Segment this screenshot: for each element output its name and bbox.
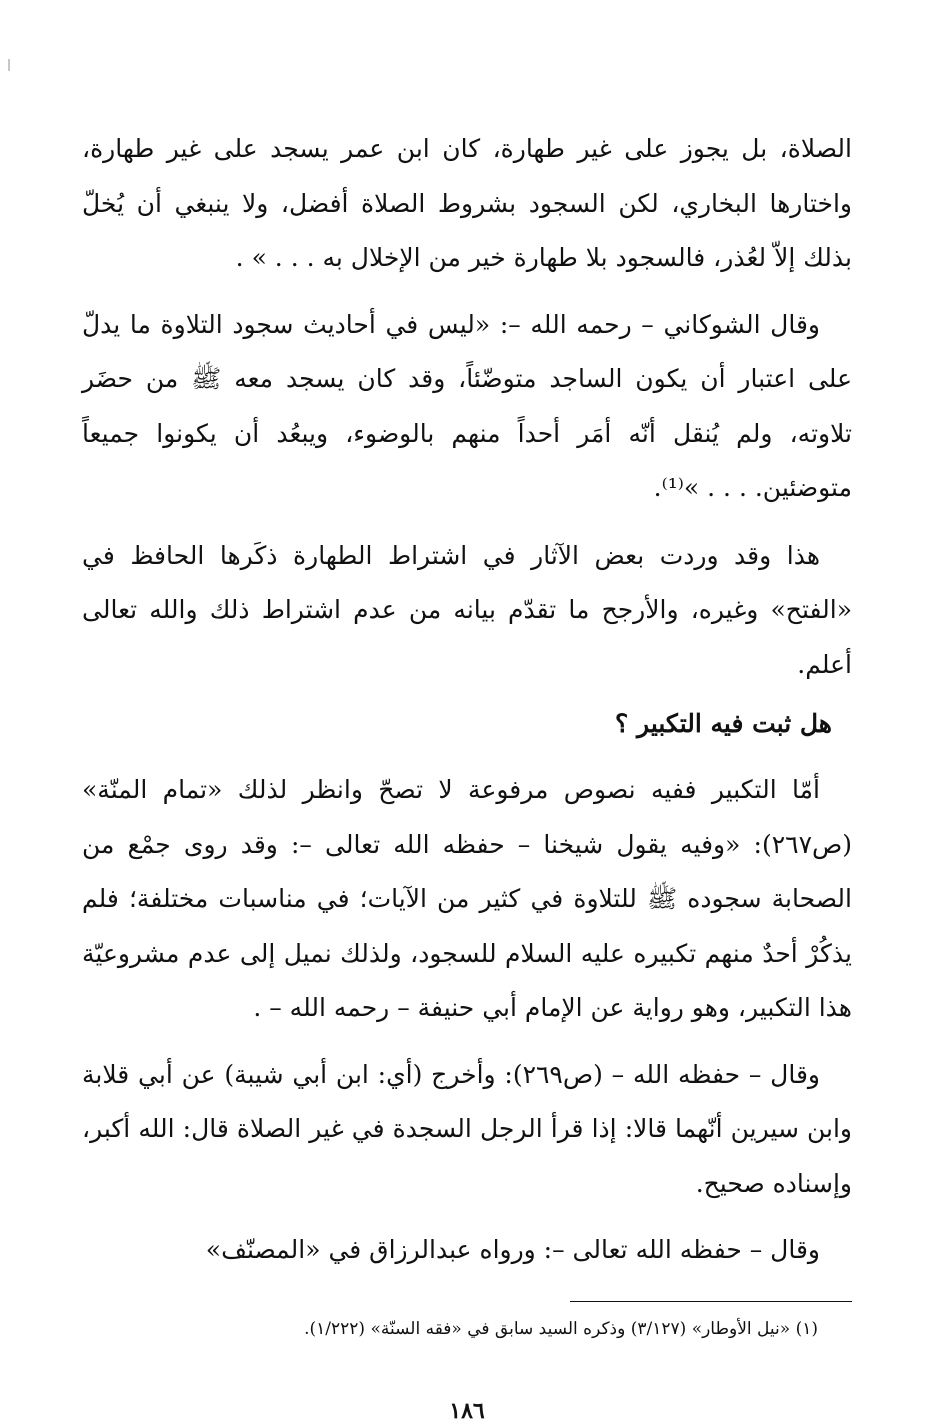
paragraph-takbir-texts: أمّا التكبير ففيه نصوص مرفوعة لا تصحّ وانظر لذلك «تمام المنّة» (ص٢٦٧): «وفيه يقول شيخنا – حفظه الله تعالى –: وقد روى جمْع من الصحابة سجوده ﷺ للتلاوة في كثير من الآيات؛ في مناسبات مختلفة؛ فلم يذكُرْ أحدٌ منهم تكبيره عليه السلام للسجود، ولذلك نميل إلى عدم مشروعيّة هذا التكبير، وهو رواية عن الإمام أبي حنيفة – رحمه الله – . — [82, 775, 852, 1022]
footnote-divider — [570, 1301, 852, 1302]
paragraph-athar-taharah: هذا وقد وردت بعض الآثار في اشتراط الطهارة ذكَرها الحافظ في «الفتح» وغيره، والأرجح ما تقدّم بيانه من عدم اشتراط ذلك والله تعالى أعلم. — [82, 540, 852, 679]
section-heading-takbir: هل ثبت فيه التكبير ؟ — [615, 709, 832, 738]
paragraph-abdurrazzaq: وقال – حفظه الله تعالى –: ورواه عبدالرزاق في «المصنّف» — [205, 1235, 820, 1264]
book-page — [82, 122, 852, 1424]
paragraph-taharah-opinion: الصلاة، بل يجوز على غير طهارة، كان ابن عمر يسجد على غير طهارة، واختارها البخاري، لكن السجود بشروط الصلاة أفضل، ولا ينبغي أن يُخلّ بذلك إلاّ لعُذر، فالسجود بلا طهارة خير من الإخلال به . . . » . — [82, 134, 852, 272]
page-number: ١٨٦ — [449, 1398, 485, 1424]
footnote: (١) «نيل الأوطار» (٣/١٢٧) وذكره السيد سابق في «فقه السنّة» (١/٢٢٢). — [304, 1319, 818, 1339]
paragraph-abi-shaybah: وقال – حفظه الله – (ص٢٦٩): وأخرج (أي: ابن أبي شيبة) عن أبي قلابة وابن سيرين أنّهما قالا: إذا قرأ الرجل السجدة في غير الصلاة قال: الله أكبر، وإسناده صحيح. — [82, 1059, 852, 1198]
margin-mark — [8, 59, 10, 71]
paragraph-shawkani-quote: وقال الشوكاني – رحمه الله –: «ليس في أحاديث سجود التلاوة ما يدلّ على اعتبار أن يكون الساجد متوضّئاً، وقد كان يسجد معه ﷺ من حضَر تلاوته، ولم يُنقل أنّه أمَر أحداً منهم بالوضوء، ويبعُد أن يكونوا جميعاً متوضئين. . . . »⁽¹⁾. — [82, 309, 852, 502]
